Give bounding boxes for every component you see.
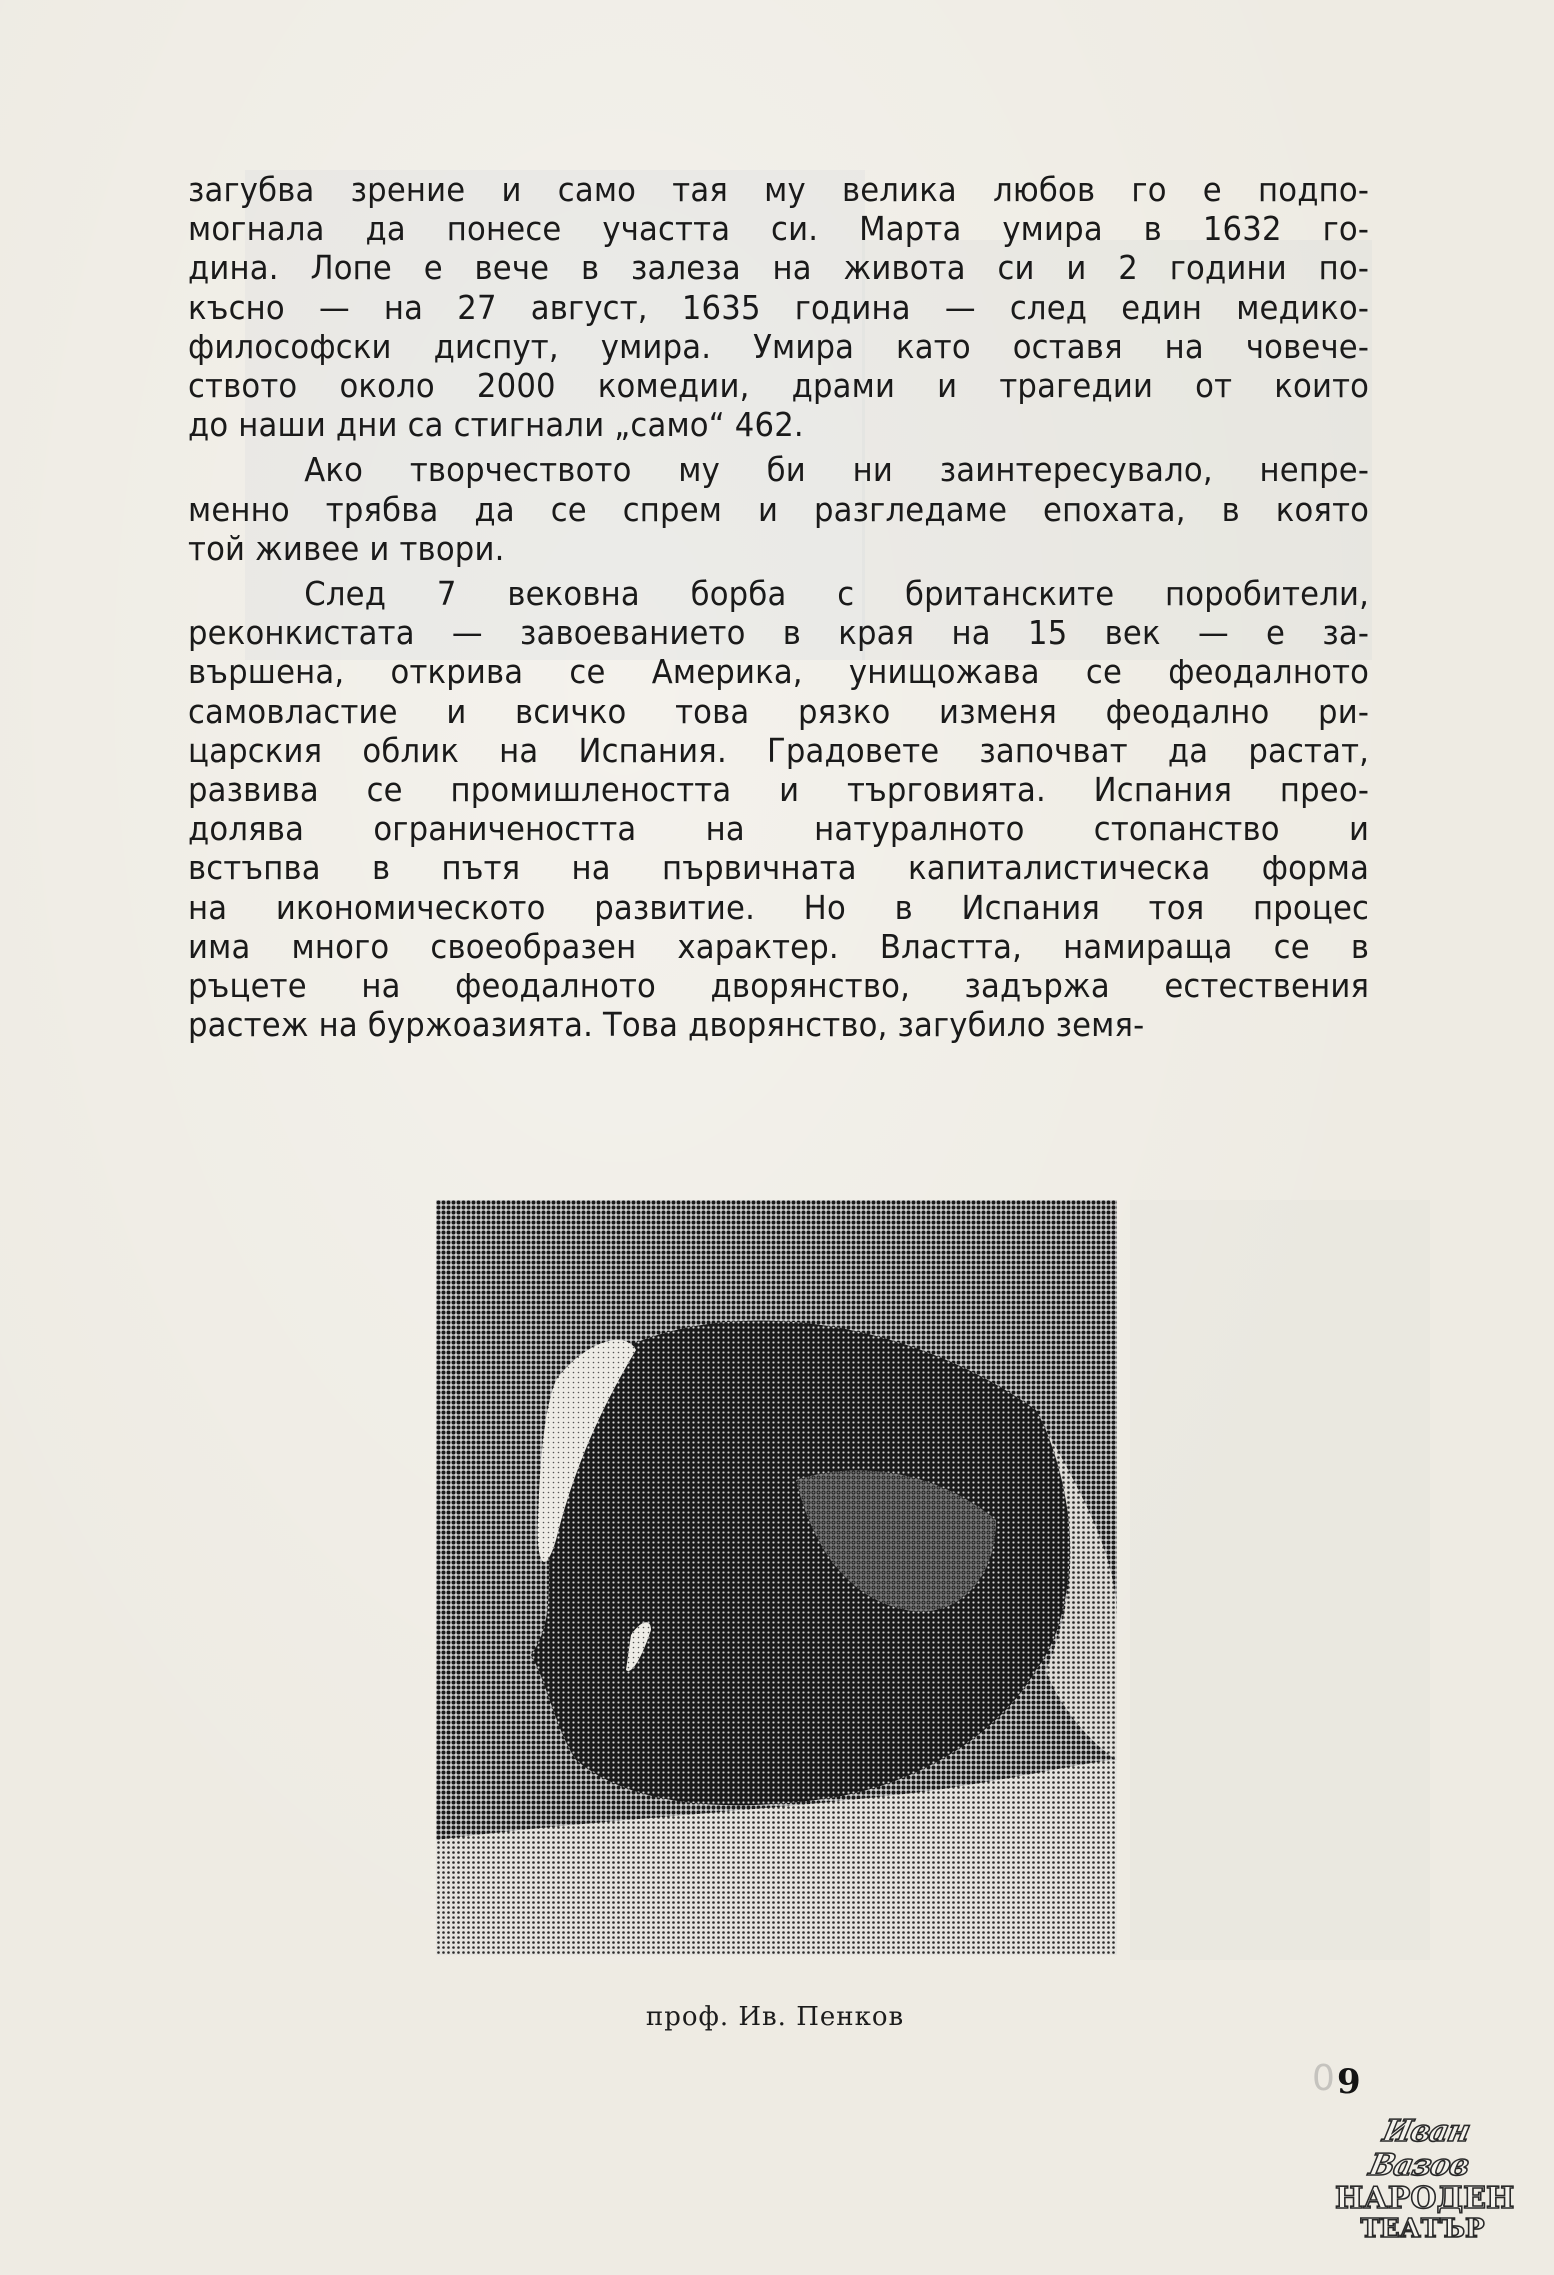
text-line: След 7 вековна борба с британските поробители, (304, 574, 1370, 614)
text-line: долява ограничеността на натуралното стопанство и (188, 809, 1370, 849)
stamp-ghost: 0 (1312, 2058, 1339, 2099)
text-line: късно — на 27 август, 1635 година — след един медико- (188, 287, 1370, 327)
text-line: могнала да понесе участта си. Марта умира в 1632 го- (188, 209, 1370, 249)
text-line: вършена, открива се Америка, унищожава се феодалното (188, 652, 1370, 692)
caption-text: проф. Ив. Пенков (645, 2002, 905, 2032)
paragraph (188, 574, 1370, 1045)
body-text (188, 170, 1370, 1045)
text-line: царския облик на Испания. Градовете започват да растат, (188, 730, 1370, 770)
text-line: има много своеобразен характер. Властта, намираща се в (188, 926, 1370, 966)
text-line: загубва зрение и само тая му велика любов го е подпо- (188, 170, 1370, 209)
logo-line2: ТЕАТЪР (1360, 2214, 1485, 2244)
paragraph (188, 170, 1370, 445)
logo-line1: НАРОДЕН (1335, 2181, 1515, 2216)
photo-caption (0, 2002, 1554, 2032)
logo-script: Иван Вазов (1365, 2114, 1473, 2183)
text-line: ството около 2000 комедии, драми и трагедии от които (188, 366, 1370, 406)
national-theatre-logo (1335, 2114, 1515, 2244)
portrait-photo (436, 1200, 1117, 1955)
paragraph (188, 450, 1370, 568)
text-line: той живее и твори. (188, 528, 505, 568)
portrait-image (436, 1200, 1117, 1955)
text-line: философски диспут, умира. Умира като оставя на човече- (188, 326, 1370, 366)
text-line: дина. Лопе е вече в залеза на живота си и 2 години по- (188, 248, 1370, 288)
text-line: растеж на буржоазията. Това дворянство, загубило земя- (188, 1005, 1145, 1045)
text-line: на икономическото развитие. Но в Испания тоя процес (188, 887, 1370, 927)
text-line: ръцете на феодалното дворянство, задържа естествения (188, 966, 1370, 1006)
text-line: до наши дни са стигнали „само“ 462. (188, 405, 804, 445)
text-line: реконкистата — завоеванието в края на 15 век — е за- (188, 613, 1370, 653)
text-line: менно трябва да се спрем и разгледаме епохата, в която (188, 489, 1370, 529)
page-number: 9 (1337, 2062, 1361, 2102)
text-line: Ако творчеството му би ни заинтересувало, непре- (304, 450, 1370, 490)
bleed-through-shading (1130, 1200, 1430, 1960)
text-line: развива се промишлеността и търговията. Испания прео- (188, 770, 1370, 810)
text-line: встъпва в пътя на първичната капиталистическа форма (188, 848, 1370, 888)
text-line: самовластие и всичко това рязко изменя феодално ри- (188, 691, 1370, 731)
